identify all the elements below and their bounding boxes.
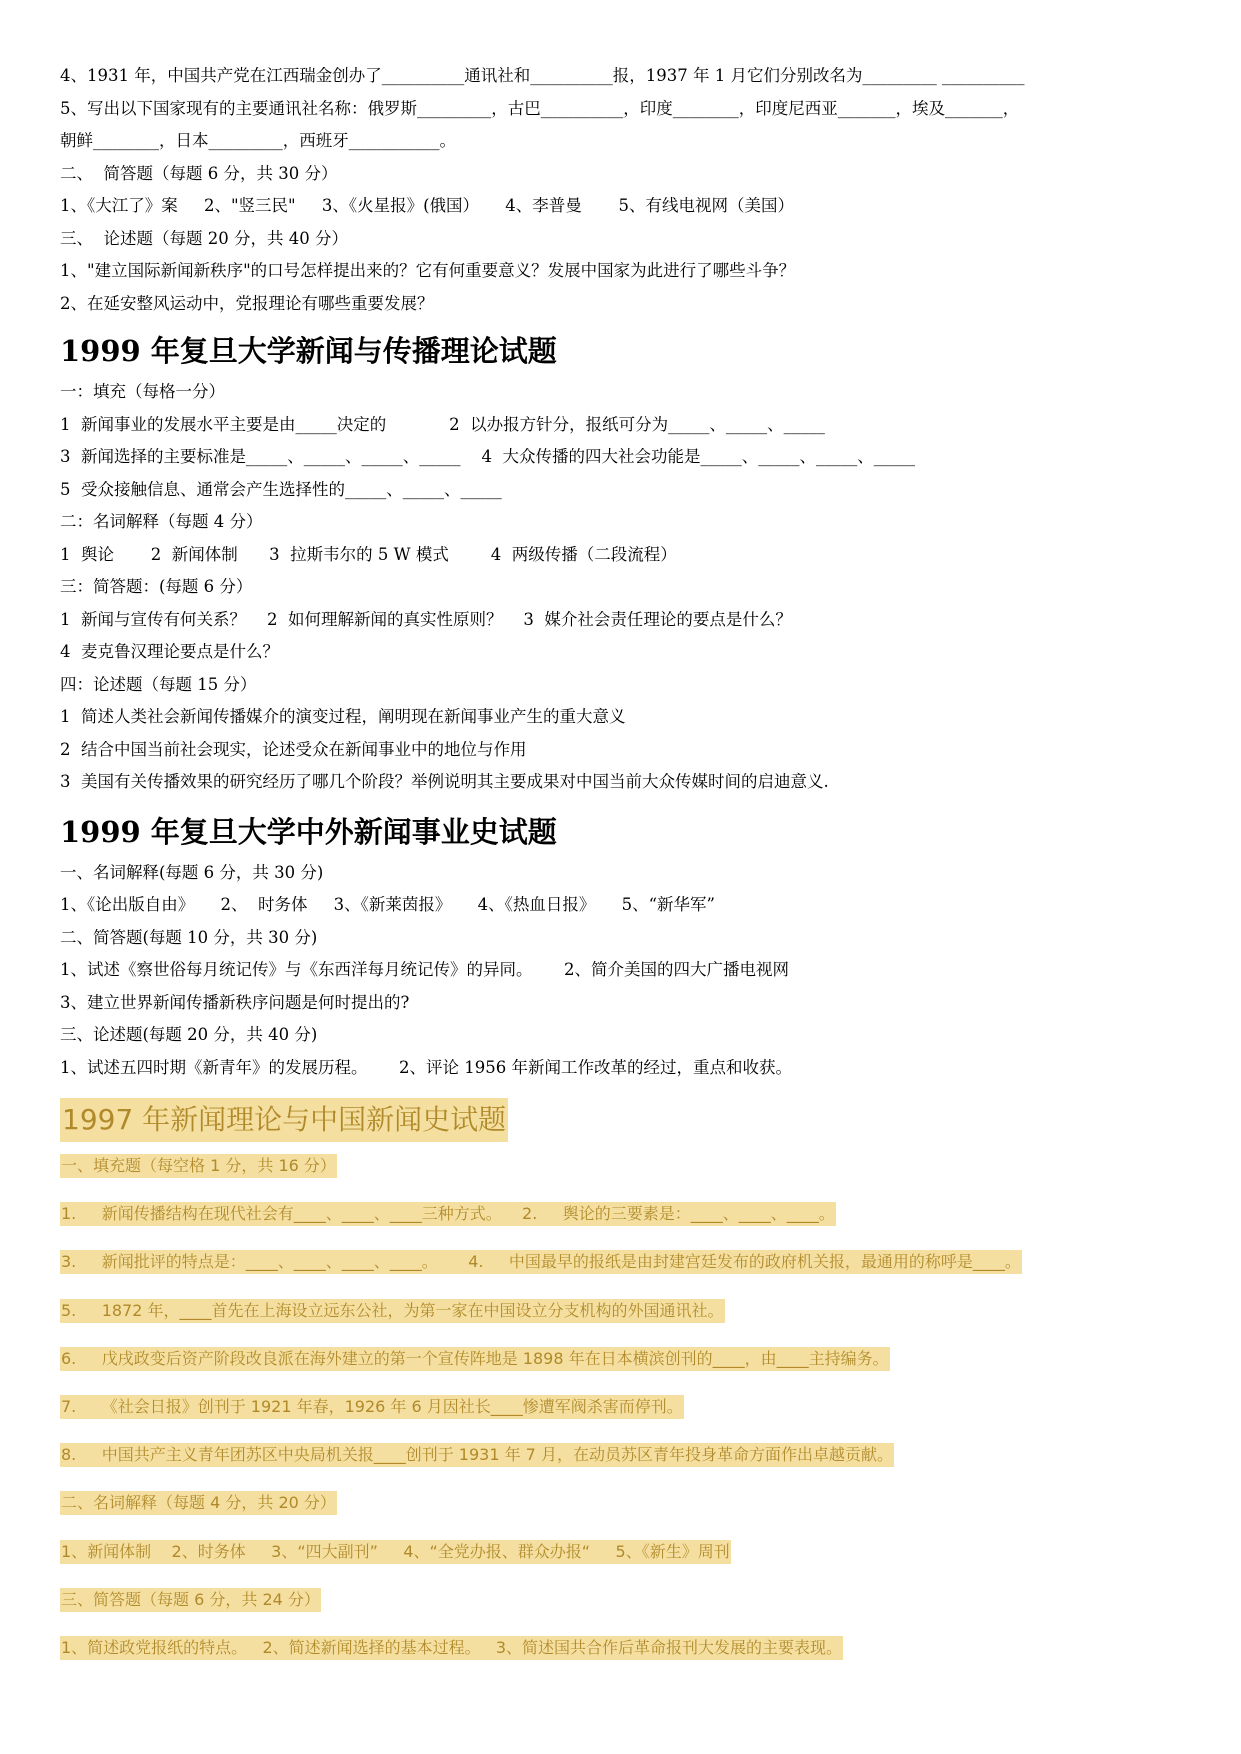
- text-line: 6. 戊戌政变后资产阶段改良派在海外建立的第一个宣传阵地是 1898 年在日本横滨创刊的____，由____主持编务。: [60, 1347, 890, 1371]
- text-line: 1 新闻与宣传有何关系？ 2 如何理解新闻的真实性原则？ 3 媒介社会责任理论的要点是什么？: [60, 609, 792, 629]
- exam-title: 1997 年新闻理论与中国新闻史试题: [60, 1098, 508, 1142]
- section-heading: 一、填充题（每空格 1 分，共 16 分）: [60, 1154, 337, 1178]
- text-line: 4、1931 年，中国共产党在江西瑞金创办了__________通讯社和__________报，1937 年 1 月它们分别改名为_________ __________: [60, 66, 1025, 85]
- highlighted-line: [60, 1190, 1180, 1238]
- text-line: 7. 《社会日报》创刊于 1921 年春，1926 年 6 月因社长____惨遭军阀杀害而停刊。: [60, 1395, 684, 1419]
- text-line: 2 结合中国当前社会现实，论述受众在新闻事业中的地位与作用: [60, 739, 527, 759]
- section-heading: 四：论述题（每题 15 分）: [60, 674, 257, 694]
- text-line: 2、在延安整风运动中，党报理论有哪些重要发展？: [60, 293, 434, 313]
- text-line: 1、"建立国际新闻新秩序"的口号怎样提出来的？它有何重要意义？发展中国家为此进行了哪些斗争？: [60, 261, 796, 280]
- section-heading: 三：简答题：(每题 6 分）: [60, 577, 253, 596]
- text-line: 5 受众接触信息、通常会产生选择性的_____、_____、_____: [60, 479, 502, 499]
- section-1999-history: [60, 811, 1180, 1085]
- exam-title: 1999 年复旦大学新闻与传播理论试题: [60, 334, 557, 368]
- text-line: 1 舆论 2 新闻体制 3 拉斯韦尔的 5 W 模式 4 两级传播（二段流程）: [60, 544, 677, 564]
- text-line: 1 新闻事业的发展水平主要是由_____决定的 2 以办报方针分，报纸可分为_____、_____、_____: [60, 414, 825, 434]
- section-heading: 二：名词解释（每题 4 分）: [60, 512, 263, 531]
- highlighted-line: [60, 1431, 1180, 1479]
- text-line: 3. 新闻批评的特点是：____、____、____、____。 4. 中国最早的报纸是由封建宫廷发布的政府机关报，最通用的称呼是____。: [60, 1250, 1022, 1274]
- text-line: 5. 1872 年，____首先在上海设立远东公社，为第一家在中国设立分支机构的外国通讯社。: [60, 1299, 725, 1323]
- section-heading: 三、论述题(每题 20 分，共 40 分): [60, 1025, 318, 1044]
- exam-title-row: [60, 1098, 1180, 1142]
- highlighted-line: [60, 1383, 1180, 1431]
- section-1999-theory: [60, 330, 1180, 799]
- text-line: 3 美国有关传播效果的研究经历了哪几个阶段？举例说明其主要成果对中国当前大众传媒时间的启迪意义.: [60, 772, 829, 791]
- section-heading: 二、简答题(每题 10 分，共 30 分): [60, 927, 318, 947]
- section-heading: 二、名词解释（每题 4 分，共 20 分）: [60, 1491, 337, 1515]
- text-line: 4 麦克鲁汉理论要点是什么？: [60, 642, 279, 661]
- text-line: 1 简述人类社会新闻传播媒介的演变过程，阐明现在新闻事业产生的重大意义: [60, 707, 626, 726]
- section-heading: 三、简答题（每题 6 分，共 24 分）: [60, 1588, 321, 1612]
- text-line: 朝鲜________，日本_________，西班牙___________。: [60, 131, 456, 150]
- section-heading: 三、 论述题（每题 20 分，共 40 分）: [60, 228, 348, 248]
- highlighted-line: [60, 1287, 1180, 1335]
- text-line: 1、试述五四时期《新青年》的发展历程。 2、评论 1956 年新闻工作改革的经过，重点和收获。: [60, 1057, 792, 1077]
- text-line: 3、建立世界新闻传播新秩序问题是何时提出的?: [60, 992, 410, 1012]
- text-line: 1、《论出版自由》 2、 时务体 3、《新莱茵报》 4、《热血日报》 5、“新华军”: [60, 895, 715, 914]
- section-heading: 二、 简答题（每题 6 分，共 30 分）: [60, 163, 338, 183]
- highlighted-line: [60, 1335, 1180, 1383]
- document-page: [60, 60, 1180, 1672]
- text-line: 8. 中国共产主义青年团苏区中央局机关报____创刊于 1931 年 7 月，在动员苏区青年投身革命方面作出卓越贡献。: [60, 1443, 894, 1467]
- highlighted-line: [60, 1528, 1180, 1576]
- section-1997: [60, 1098, 1180, 1672]
- text-line: 1、试述《察世俗每月统记传》与《东西洋每月统记传》的异同。 2、简介美国的四大广播电视网: [60, 960, 789, 979]
- highlighted-line: [60, 1238, 1180, 1286]
- highlighted-line: [60, 1624, 1180, 1672]
- text-line: 1、新闻体制 2、时务体 3、“四大副刊” 4、“全党办报、群众办报“ 5、《新生》周刊: [60, 1540, 731, 1564]
- section-heading: 一、名词解释(每题 6 分，共 30 分): [60, 862, 324, 882]
- text-line: 1、简述政党报纸的特点。 2、简述新闻选择的基本过程。 3、简述国共合作后革命报刊大发展的主要表现。: [60, 1636, 843, 1660]
- exam-title: 1999 年复旦大学中外新闻事业史试题: [60, 814, 557, 849]
- highlighted-line: [60, 1576, 1180, 1624]
- section-heading: 一：填充（每格一分）: [60, 382, 225, 401]
- text-line: 1. 新闻传播结构在现代社会有____、____、____三种方式。 2. 舆论的三要素是：____、____、____。: [60, 1202, 836, 1226]
- text-line: 5、写出以下国家现有的主要通讯社名称：俄罗斯_________，古巴__________，印度________，印度尼西亚_______，埃及_______，: [60, 98, 1020, 118]
- text-line: 1、《大江了》案 2、"竖三民" 3、《火星报》(俄国） 4、李普曼 5、有线电视网（美国）: [60, 196, 794, 215]
- text-line: 3 新闻选择的主要标准是_____、_____、_____、_____ 4 大众传播的四大社会功能是_____、_____、_____、_____: [60, 447, 915, 466]
- highlighted-line: [60, 1479, 1180, 1527]
- top-section: [60, 60, 1180, 320]
- highlighted-line: [60, 1142, 1180, 1190]
